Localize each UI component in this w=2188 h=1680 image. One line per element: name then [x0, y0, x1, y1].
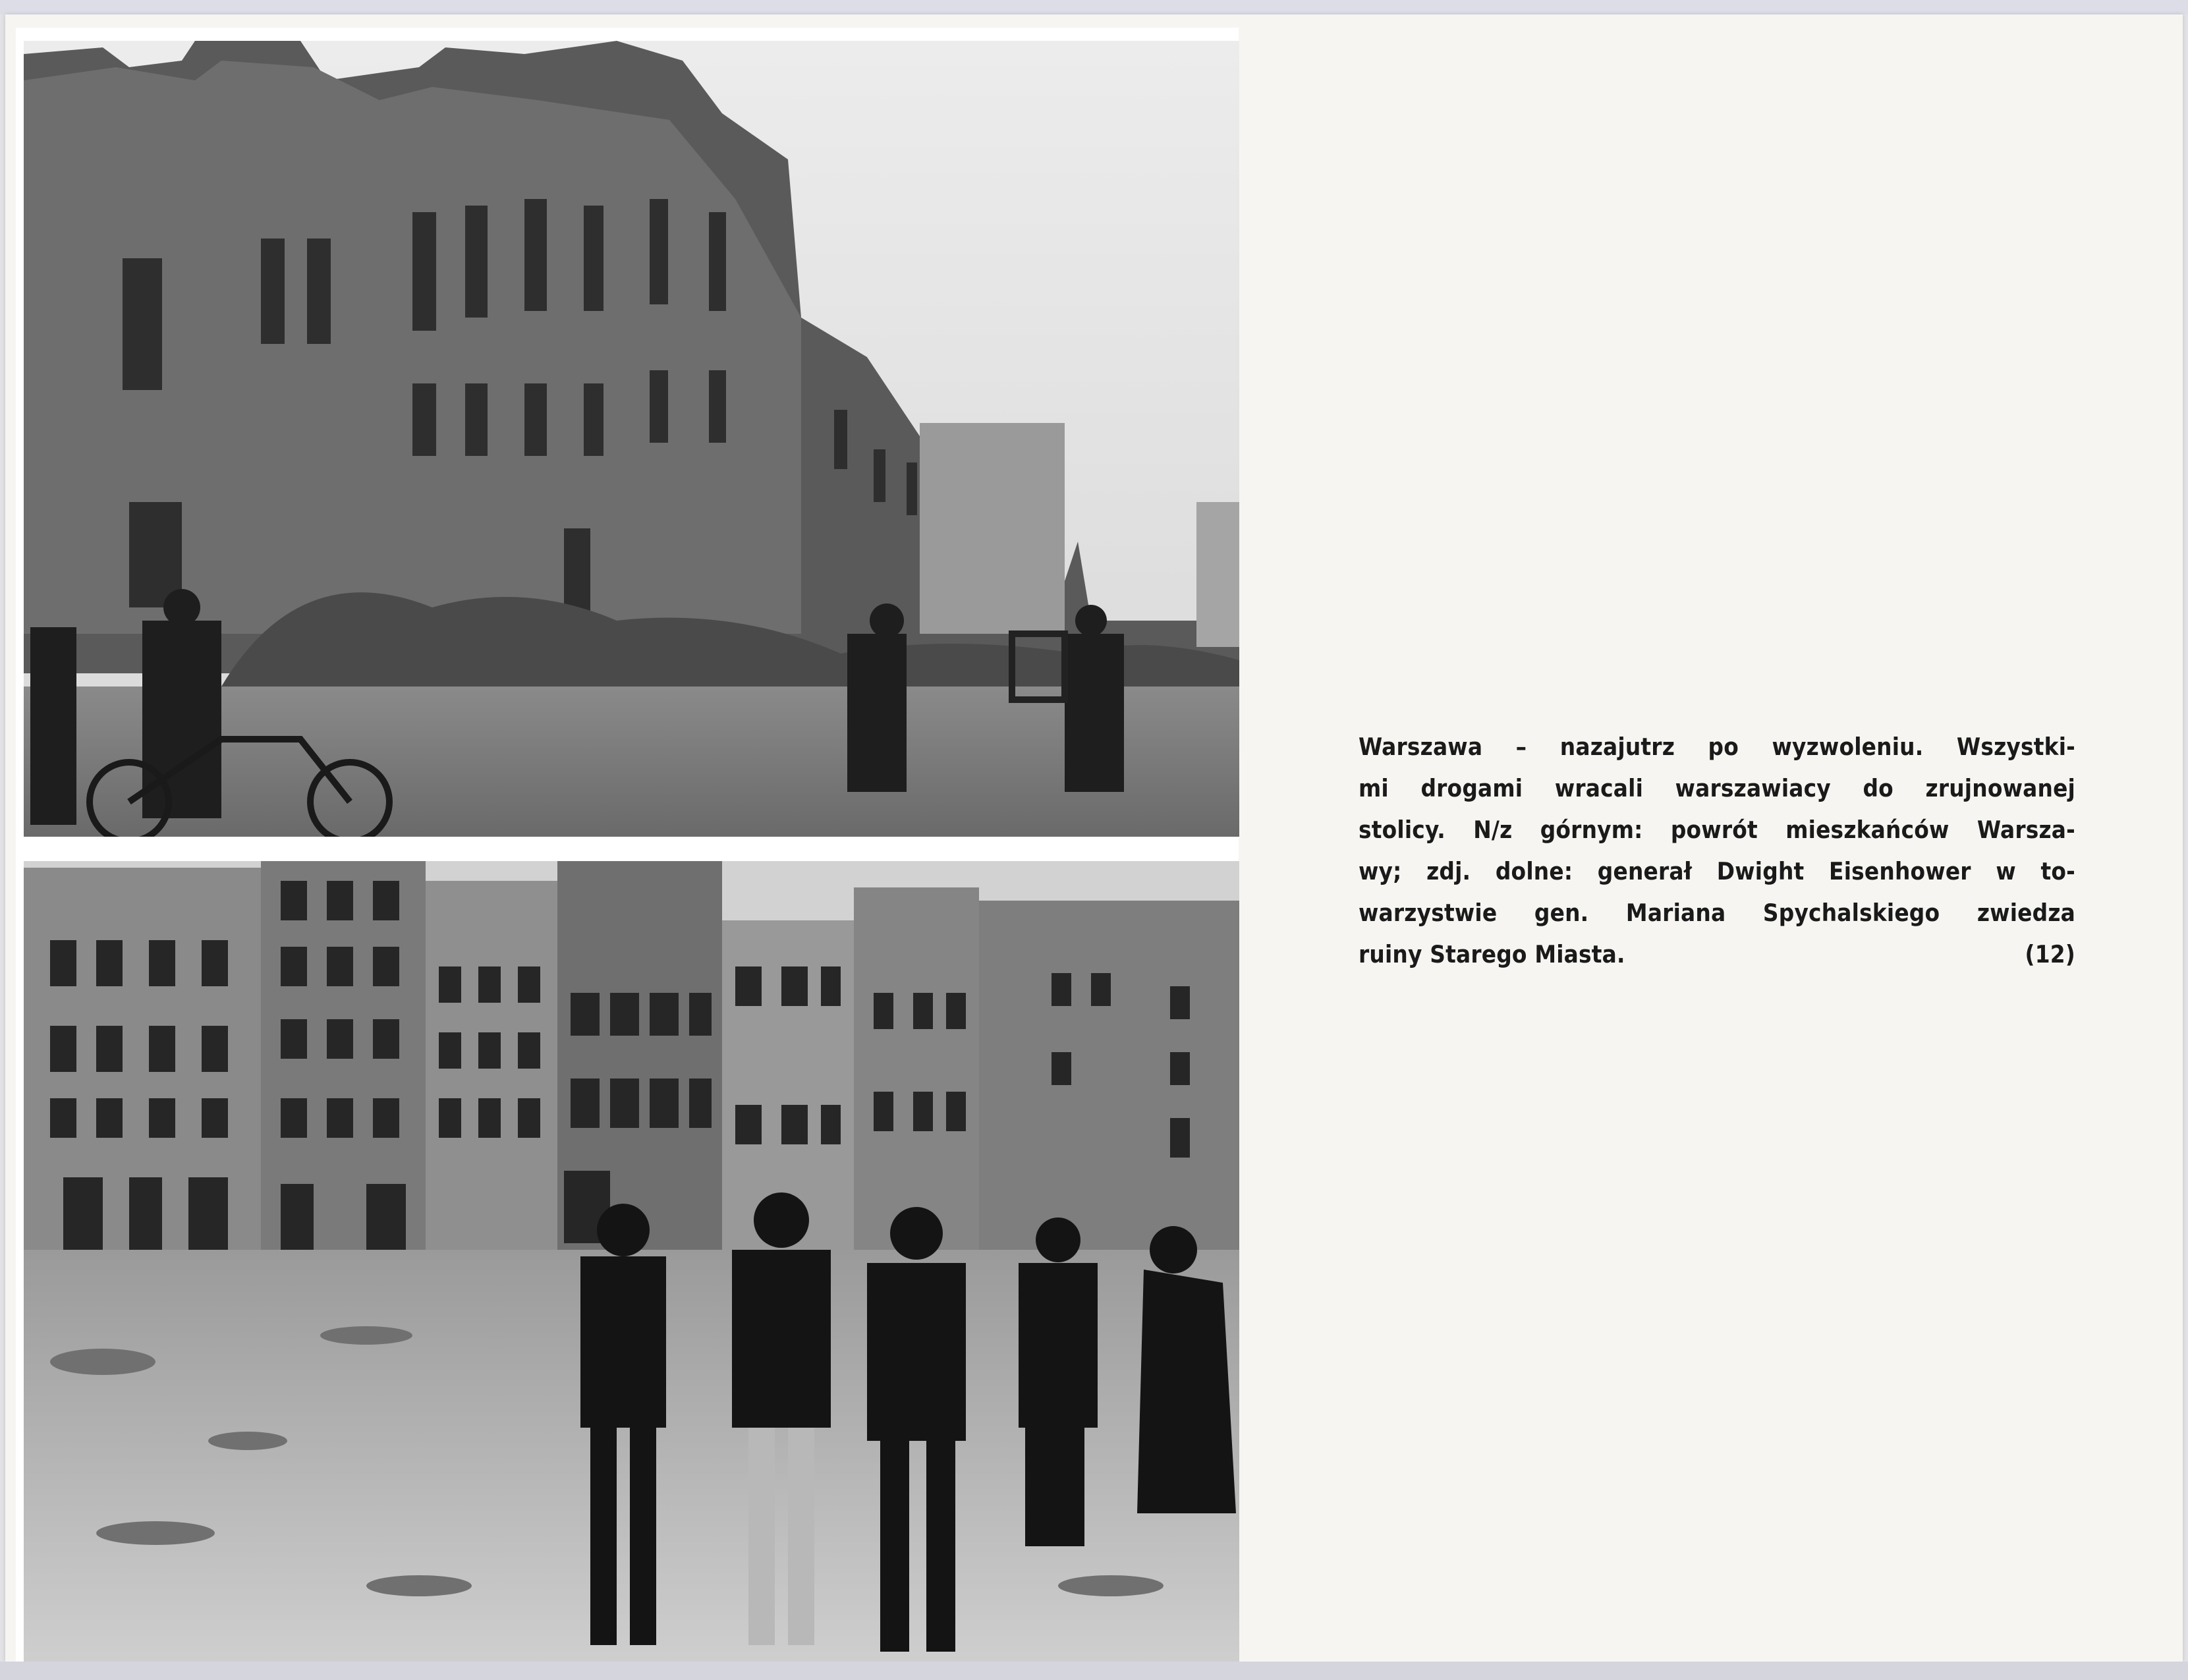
caption-line-3: stolicy. N/z górnym: powrót mieszkańców Warsza-	[1359, 816, 2075, 844]
photo-column	[16, 28, 1239, 1662]
caption-line-6: ruiny Starego Miasta.	[1359, 940, 1625, 968]
photo-bottom-image	[24, 861, 1239, 1662]
photo-print-sheet	[5, 14, 2183, 1662]
plate-number: (12)	[2025, 940, 2075, 968]
caption-line-4: wy; zdj. dolne: generał Dwight Eisenhower w to-	[1359, 857, 2075, 885]
photo-top-returning-residents	[24, 41, 1239, 837]
caption-last-line	[1359, 934, 2075, 975]
photo-caption	[1359, 726, 2075, 975]
photo-bottom-eisenhower-old-town	[24, 861, 1239, 1662]
caption-line-5: warzystwie gen. Mariana Spychalskiego zwiedza	[1359, 899, 2075, 927]
scanner-bed-bottom	[0, 1662, 2188, 1680]
caption-line-2: mi drogami wracali warszawiacy do zrujnowanej	[1359, 774, 2075, 802]
scanner-bed-top	[0, 0, 2188, 14]
photo-top-image	[24, 41, 1239, 837]
caption-line-1: Warszawa – nazajutrz po wyzwoleniu. Wszystki-	[1359, 733, 2075, 761]
